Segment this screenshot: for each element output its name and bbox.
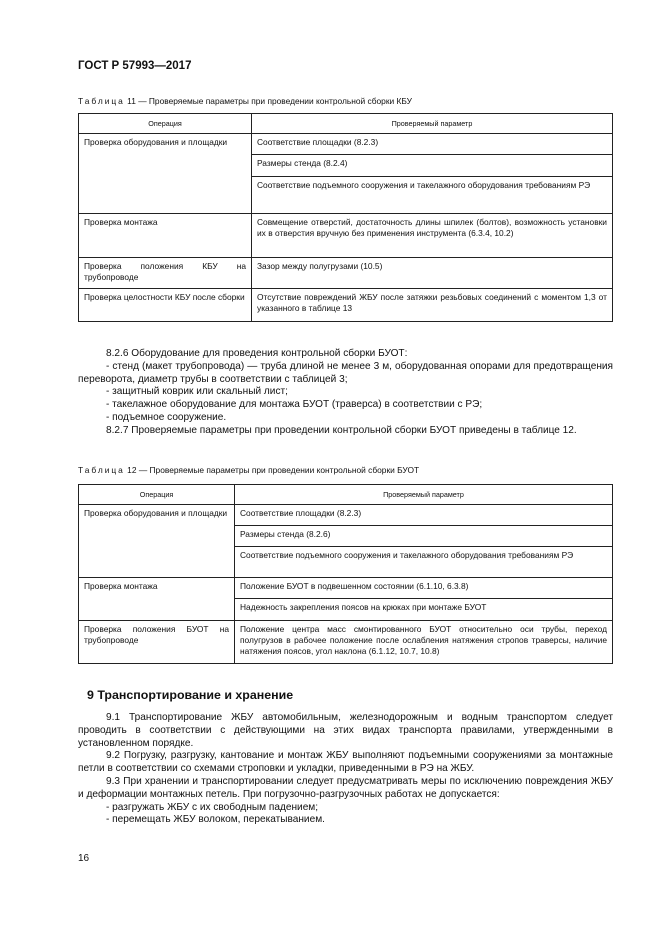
table-11-header-row: [79, 114, 613, 134]
paragraph: 8.2.7 Проверяемые параметры при проведении контрольной сборки БУОТ приведены в таблице 12.: [106, 424, 577, 436]
list-item: - стенд (макет трубопровода) — труба длиной не менее 3 м, оборудованная опорами для предотвращения переворота, диаметр трубы в соответствии с таблицей 3;: [78, 360, 613, 385]
table-cell-operation: Проверка монтажа: [79, 214, 252, 258]
section-8-2-6: [78, 348, 613, 438]
table-cell-parameter: Соответствие подъемного сооружения и такелажного оборудования требованиям РЭ: [252, 177, 613, 214]
table-cell-parameter: Размеры стенда (8.2.4): [252, 155, 613, 177]
table-cell-parameter: Зазор между полугрузами (10.5): [252, 258, 613, 289]
table-11-col-operation: Операция: [79, 114, 252, 134]
table-12-caption: [78, 465, 419, 475]
table-cell-operation: Проверка оборудования и площадки: [79, 505, 235, 578]
table-row: [79, 134, 613, 155]
table-row: [79, 578, 613, 599]
list-item: - перемещать ЖБУ волоком, перекатыванием.: [106, 814, 325, 826]
table-cell-operation: Проверка оборудования и площадки: [79, 134, 252, 214]
table-12-header-row: [79, 485, 613, 505]
page-number: 16: [78, 853, 90, 864]
table-cell-operation: Проверка целостности КБУ после сборки: [79, 289, 252, 322]
paragraph: 9.3 При хранении и транспортировании следует предусматривать меры по исключению повреждения ЖБУ и деформации монтажных петель. При погрузочно-разгрузочных работах не допускается:: [78, 775, 613, 800]
table-11-caption-word: Таблица: [78, 96, 125, 106]
section-9-body: [78, 712, 613, 827]
table-cell-parameter: Положение БУОТ в подвешенном состоянии (6.1.10, 6.3.8): [235, 578, 613, 599]
table-11-col-parameter: Проверяемый параметр: [252, 114, 613, 134]
paragraph: 9.1 Транспортирование ЖБУ автомобильным, железнодорожным и водным транспортом следует проводить в соответствии с действующими на этих видах транспорта правилами, утвержденными в установленном порядке.: [78, 712, 613, 749]
table-11: [78, 113, 613, 322]
list-item: - такелажное оборудование для монтажа БУОТ (траверса) в соответствии с РЭ;: [106, 399, 483, 411]
table-cell-operation: Проверка положения БУОТ на трубопроводе: [79, 621, 235, 664]
table-11-caption: [78, 96, 412, 106]
table-12-caption-word: Таблица: [78, 465, 125, 475]
table-cell-parameter: Соответствие площадки (8.2.3): [235, 505, 613, 526]
table-12-caption-text: 12 — Проверяемые параметры при проведении контрольной сборки БУОТ: [124, 465, 420, 475]
table-row: [79, 289, 613, 322]
table-row: [79, 621, 613, 664]
paragraph: 9.2 Погрузку, разгрузку, кантование и монтаж ЖБУ выполняют подъемными сооружениями за монтажные петли в соответствии со схемами строповки и укладки, приведенными в РЭ на ЖБУ.: [78, 750, 613, 775]
table-cell-operation: Проверка положения КБУ на трубопроводе: [79, 258, 252, 289]
table-12: [78, 484, 613, 664]
section-9-title: 9 Транспортирование и хранение: [87, 688, 294, 702]
list-item: - подъемное сооружение.: [106, 411, 227, 423]
table-cell-operation: Проверка монтажа: [79, 578, 235, 621]
document-header: ГОСТ Р 57993—2017: [78, 60, 192, 72]
table-row: [79, 258, 613, 289]
table-cell-parameter: Надежность закрепления поясов на крюках при монтаже БУОТ: [235, 599, 613, 621]
table-11-caption-text: 11 — Проверяемые параметры при проведении контрольной сборки КБУ: [124, 96, 412, 106]
table-cell-parameter: Соответствие площадки (8.2.3): [252, 134, 613, 155]
table-row: [79, 214, 613, 258]
paragraph: 8.2.6 Оборудование для проведения контрольной сборки БУОТ:: [106, 348, 408, 359]
table-cell-parameter: Положение центра масс смонтированного БУОТ относительно оси трубы, переход полугрузов в рабочее положение после ослабления натяжения стропов траверсы, наличие натяжения поясов, угол наклона (6.1.12, 10.7, 10.8): [235, 621, 613, 664]
table-cell-parameter: Размеры стенда (8.2.6): [235, 526, 613, 547]
list-item: - разгружать ЖБУ с их свободным падением;: [106, 801, 319, 813]
table-row: [79, 505, 613, 526]
list-item: - защитный коврик или скальный лист;: [106, 386, 288, 398]
table-cell-parameter: Совмещение отверстий, достаточность длины шпилек (болтов), возможность установки их в отверстия вручную без применения инструмента (6.3.4, 10.2): [252, 214, 613, 258]
table-cell-parameter: Соответствие подъемного сооружения и такелажного оборудования требованиям РЭ: [235, 547, 613, 578]
table-cell-parameter: Отсутствие повреждений ЖБУ после затяжки резьбовых соединений с моментом 1,3 от указанного в таблице 13: [252, 289, 613, 322]
table-12-col-operation: Операция: [79, 485, 235, 505]
table-12-col-parameter: Проверяемый параметр: [235, 485, 613, 505]
